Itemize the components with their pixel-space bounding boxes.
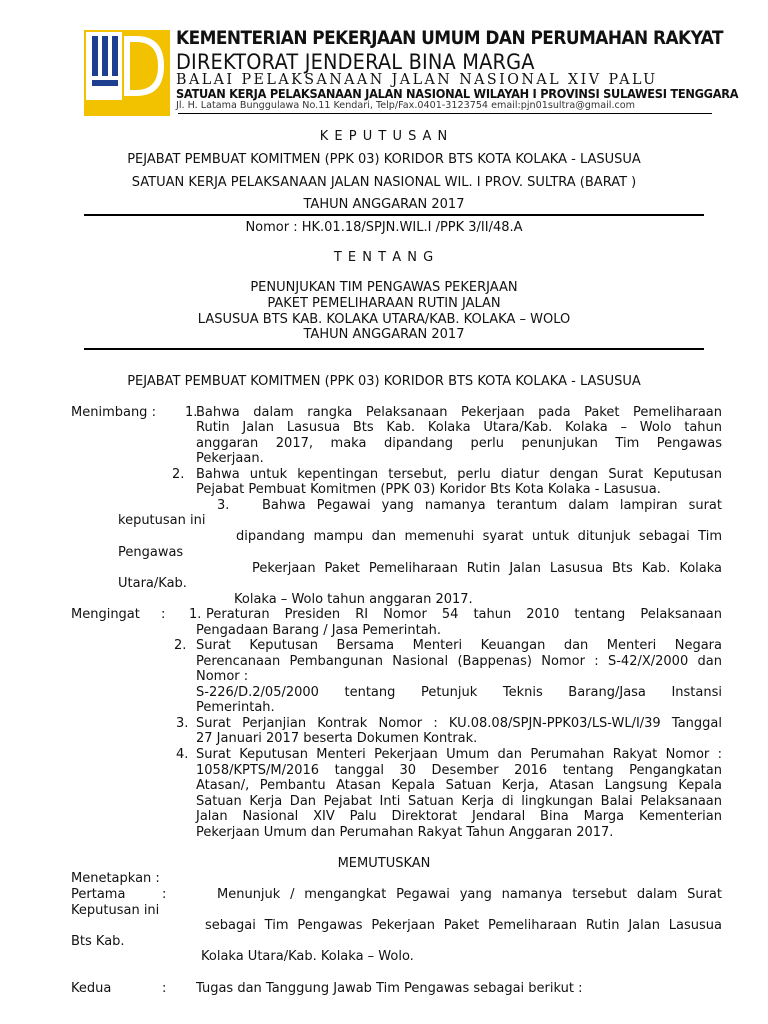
ministry-name: KEMENTERIAN PEKERJAAN UMUM DAN PERUMAHAN RAKYAT (176, 27, 723, 49)
pertama-line: Menunjuk / mengangkat Pegawai yang namanya tersebut dalam Surat (217, 887, 722, 902)
pu-logo-icon (84, 30, 170, 116)
header-line-2: SATUAN KERJA PELAKSANAAN JALAN NASIONAL WIL. I PROV. SULTRA (BARAT ) (131, 175, 637, 190)
mengingat-item-2-line: Surat Keputusan Bersama Menteri Keuangan dan Menteri Negara (196, 638, 722, 653)
menimbang-item-3-number: 3. (217, 498, 230, 513)
memutuskan-heading: MEMUTUSKAN (337, 856, 431, 871)
tentang-heading: T E N T A N G (333, 250, 435, 265)
mengingat-item-2-number: 2. (174, 638, 187, 653)
mengingat-item-2-line: S-226/D.2/05/2000 tentang Petunjuk Teknis Barang/Jasa Instansi (196, 685, 722, 700)
mengingat-item-1-line: Peraturan Presiden RI Nomor 54 tahun 2010 tentang Pelaksanaan (206, 607, 722, 622)
subject-line-4: TAHUN ANGGARAN 2017 (303, 327, 465, 342)
menimbang-item-3-line: dipandang mampu dan memenuhi syarat untuk ditunjuk sebagai Tim (236, 529, 722, 544)
document-number: Nomor : HK.01.18/SPJN.WIL.I /PPK 3/II/48.A (245, 220, 523, 235)
menimbang-item-3-line: Kolaka – Wolo tahun anggaran 2017. (234, 592, 473, 607)
mengingat-item-2-line: Nomor : (196, 669, 249, 684)
pertama-line: Bts Kab. (71, 934, 125, 949)
pertama-line: sebagai Tim Pengawas Pekerjaan Paket Pemeliharaan Rutin Jalan Lasusua (205, 918, 722, 933)
kedua-colon: : (162, 981, 167, 996)
mengingat-item-3-line: 27 Januari 2017 beserta Dokumen Kontrak. (196, 731, 478, 746)
mengingat-item-4-line: 1058/KPTS/M/2016 tanggal 30 Desember 2016 tentang Pengangkatan (196, 763, 722, 778)
mengingat-item-4-line: Satuan Kerja Dan Pejabat Inti Satuan Kerja di lingkungan Balai Pelaksanaan (196, 794, 722, 809)
letterhead-divider (178, 113, 712, 114)
menetapkan-label: Menetapkan : (71, 871, 160, 886)
subject-line-1: PENUNJUKAN TIM PENGAWAS PEKERJAAN (250, 280, 518, 295)
kedua-label: Kedua (71, 981, 112, 996)
menimbang-item-3-line: Bahwa Pegawai yang namanya terantum dalam lampiran surat (262, 498, 722, 513)
menimbang-item-1-line: Rutin Jalan Lasusua Bts Kab. Kolaka Utara/Kab. Kolaka – Wolo tahun (196, 420, 722, 435)
mengingat-item-4-line: Surat Keputusan Menteri Pekerjaan Umum dan Perumahan Rakyat Nomor : (196, 747, 722, 762)
menimbang-item-1-line: anggaran 2017, maka dipandang perlu penunjukan Tim Pengawas (196, 436, 722, 451)
menimbang-item-1-number: 1. (185, 405, 198, 420)
menimbang-item-2-number: 2. (172, 467, 185, 482)
subject-line-2: PAKET PEMELIHARAAN RUTIN JALAN (267, 296, 501, 311)
pertama-line: Keputusan ini (71, 903, 160, 918)
mengingat-label: Mengingat (71, 607, 140, 622)
menimbang-item-1-line: Pekerjaan. (196, 451, 264, 466)
header-divider (84, 214, 704, 216)
pertama-line: Kolaka Utara/Kab. Kolaka – Wolo. (201, 949, 414, 964)
menimbang-item-2-line: Bahwa untuk kepentingan tersebut, perlu diatur dengan Surat Keputusan (196, 467, 722, 482)
mengingat-item-3-number: 3. (176, 716, 189, 731)
menimbang-item-1-line: Bahwa dalam rangka Pelaksanaan Pekerjaan pada Paket Pemeliharaan (196, 405, 722, 420)
mengingat-item-4-number: 4. (176, 747, 189, 762)
letterhead-address: Jl. H. Latama Bunggulawa No.11 Kendari, Telp/Fax.0401-3123754 email:pjn01sultra@gmail.com (176, 100, 636, 111)
menimbang-item-3-line: Utara/Kab. (118, 576, 187, 591)
balai-name: BALAI PELAKSANAAN JALAN NASIONAL XIV PALU (176, 70, 658, 88)
pertama-colon: : (162, 887, 167, 902)
header-line-1: PEJABAT PEMBUAT KOMITMEN (PPK 03) KORIDOR BTS KOTA KOLAKA - LASUSUA (127, 152, 641, 167)
pertama-label: Pertama (71, 887, 126, 902)
menimbang-item-3-line: Pekerjaan Paket Pemeliharaan Rutin Jalan Lasusua Bts Kab. Kolaka (252, 561, 722, 576)
menimbang-item-3-line: keputusan ini (118, 513, 206, 528)
mengingat-item-4-line: Pekerjaan Umum dan Perumahan Rakyat Tahun Anggaran 2017. (196, 825, 614, 840)
subject-divider (84, 348, 704, 350)
mengingat-item-3-line: Surat Perjanjian Kontrak Nomor : KU.08.08/SPJN-PPK03/LS-WL/I/39 Tanggal (196, 716, 722, 731)
menimbang-item-3-line: Pengawas (118, 545, 184, 560)
subject-line-3: LASUSUA BTS KAB. KOLAKA UTARA/KAB. KOLAKA – WOLO (197, 312, 571, 327)
mengingat-item-2-line: Perencanaan Pembangunan Nasional (Bappenas) Nomor : S-42/X/2000 dan (196, 654, 722, 669)
header-line-3: TAHUN ANGGARAN 2017 (303, 197, 465, 212)
mengingat-item-1-number: 1. (189, 607, 202, 622)
kedua-line: Tugas dan Tanggung Jawab Tim Pengawas sebagai berikut : (196, 981, 583, 996)
menimbang-label: Menimbang : (71, 405, 156, 420)
satker-name: SATUAN KERJA PELAKSANAAN JALAN NASIONAL WILAYAH I PROVINSI SULAWESI TENGGARA (176, 86, 739, 101)
mengingat-colon: : (161, 607, 166, 622)
menimbang-item-2-line: Pejabat Pembuat Komitmen (PPK 03) Koridor Bts Kota Kolaka - Lasusua. (196, 482, 661, 497)
official-title: PEJABAT PEMBUAT KOMITMEN (PPK 03) KORIDOR BTS KOTA KOLAKA - LASUSUA (127, 374, 641, 389)
mengingat-item-4-line: Jalan Nasional XIV Palu Direktorat Jendaral Bina Marga Kementerian (196, 809, 722, 824)
mengingat-item-1-line: Pengadaan Barang / Jasa Pemerintah. (196, 623, 442, 638)
ministry-logo (84, 30, 170, 116)
document-title: K E P U T U S A N (319, 129, 449, 144)
mengingat-item-2-line: Pemerintah. (196, 700, 275, 715)
directorate-name: DIREKTORAT JENDERAL BINA MARGA (176, 50, 535, 74)
mengingat-item-4-line: Atasan/, Pembantu Atasan Kepala Satuan Kerja, Atasan Langsung Kepala (196, 778, 722, 793)
